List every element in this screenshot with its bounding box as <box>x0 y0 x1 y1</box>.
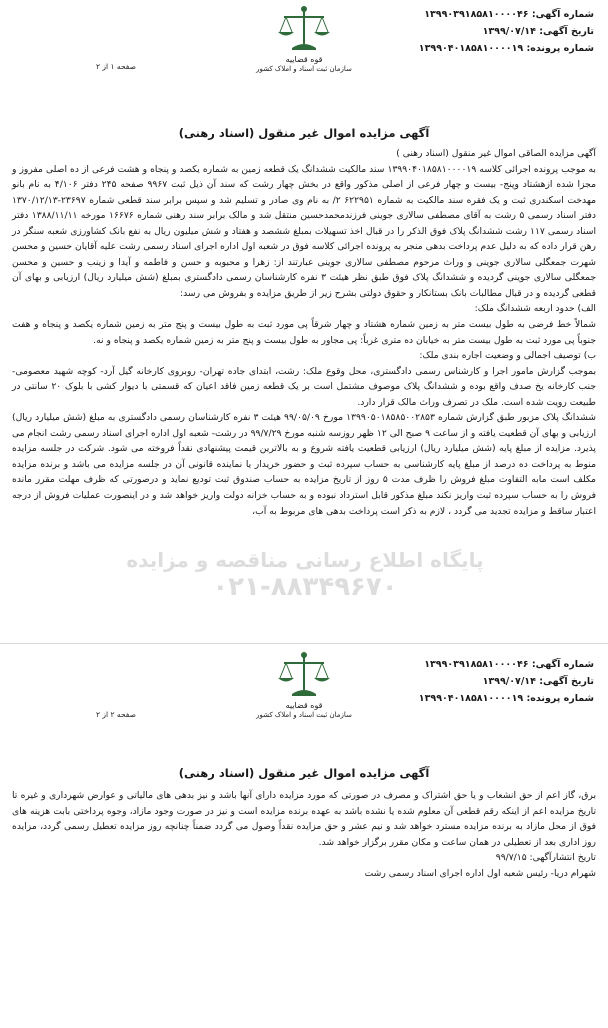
file-number: شماره پرونده: ۱۳۹۹۰۴۰۱۸۵۸۱۰۰۰۰۱۹ <box>418 43 594 54</box>
publication-date: تاریخ انتشارآگهی: ۹۹/۷/۱۵ <box>495 852 596 864</box>
auction-terms-paragraph: ششدانگ پلاک مزبور طبق گزارش شماره ۱۳۹۹۰۵۰۱۸۵۸۵۰۰۲۸۵۳ مورخ ۹۹/۰۵/۰۹ هیئت ۳ نفره کارشناسان رسمی دادگستری به مبلغ (شش میلیارد ریال) ارزیابی و بهای آن قطعیت یافته و از ساعت ۹ صبح الی ۱۲ ظهر روزسه شنبه مورخ ۹۹/۷/۲۹ در رشت- شعبه اول اداره اجرای اسناد رسمی رشت انجام می پذیرد. مزایده از مبلغ پایه (شش میلیارد ریال) ارزیابی قطعیت یافته شروع و به بالاترین قیمت پیشنهادی نقداً فروخته می شود. شرکت در جلسه مزایده منوط به پرداخت ده درصد از مبلغ پایه کارشناسی به حساب سپرده ثبت و حضور خریدار یا نماینده قانونی آن در جلسه مزایده می باشد و برنده مزایده مکلف است مابه التفاوت مبلغ فروش را ظرف مدت ۵ روز از تاریخ مزایده به حساب صندوق ثبت تودیع نماید و درصورتی که ظرف مهلت مقرر مانده فروش را به حساب سپرده ثبت واریز نکند مبلغ مذکور قابل استرداد نبوده و به حساب خزانه دولت واریز خواهد شد و در اینصورت عملیات فروش از درجه اعتبار ساقط و مزایده تجدید می گردد ، لازم به ذکر است پرداخت بدهی های مربوط به آب، <box>12 412 597 517</box>
notice-paragraph: برق، گاز اعم از حق انشعاب و یا حق اشتراک و مصرف در صورتی که مورد مزایده دارای آنها باشد و نیز بدهی های مالیاتی و عوارض شهرداری و غیره تا تاریخ مزایده اعم از اینکه رقم قطعی آن معلوم شده یا نشده باشد به عهده برنده مزایده است و نیز در صورت وجود مازاد، وجوه پرداختی بابت هزینه های فوق از محل مازاد به برنده مزایده مسترد خواهد شد و نیم عشر و حق مزایده نقداً وصول می گردد ضمناً چنانچه روز مزایده تعطیل رسمی گردد، مزایده روز اداری بعد از تعطیلی در همان ساعت و مکان مقرر برگزار خواهد شد. <box>12 790 596 848</box>
judiciary-emblem <box>256 650 352 720</box>
document-page-2 <box>0 646 608 1028</box>
file-number: شماره پرونده: ۱۳۹۹۰۴۰۱۸۵۸۱۰۰۰۰۱۹ <box>418 693 594 704</box>
ad-number: شماره آگهی: ۱۳۹۹۰۳۹۱۸۵۸۱۰۰۰۰۴۶ <box>424 659 594 670</box>
page-number: صفحه ۱ از ۲ <box>96 62 136 71</box>
emblem-subcaption: سازمان ثبت اسناد و املاک کشور <box>256 65 352 73</box>
description-heading: ب) توصیف اجمالی و وضعیت اجاره بندی ملک: <box>419 350 596 362</box>
scales-of-justice-icon <box>274 650 334 700</box>
boundaries-heading: الف) حدود اربعه ششدانگ ملک: <box>474 303 596 315</box>
notice-body <box>12 788 596 881</box>
signature-line: شهرام دریا- رئیس شعبه اول اداره اجرای اسناد رسمی رشت <box>364 867 596 879</box>
notice-body <box>12 146 596 519</box>
page-title: آگهی مزایده اموال غیر منقول (اسناد رهنی) <box>178 126 430 140</box>
ad-date: تاریخ آگهی: ۱۳۹۹/۰۷/۱۴ <box>482 676 594 687</box>
emblem-caption: قوه قضاییه <box>285 701 323 710</box>
boundaries-paragraph: شمالاً خط فرضی به طول بیست متر به زمین شماره هشتاد و چهار شرقاً پی مورد ثبت به طول بیست و پنج متر به زمین شماره یکصد و پنجاه و هفت جنوباً پی مورد ثبت به طول بیست متر به خیابان ده متری غرباً: پی مجاور به طول بیست و پنج متر به زمین شماره یکصد و پنجاه و نه. <box>12 319 596 346</box>
watermark <box>60 548 550 602</box>
ad-number: شماره آگهی: ۱۳۹۹۰۳۹۱۸۵۸۱۰۰۰۰۴۶ <box>424 9 594 20</box>
emblem-subcaption: سازمان ثبت اسناد و املاک کشور <box>256 711 352 719</box>
ad-meta-block <box>419 656 594 707</box>
scales-of-justice-icon <box>274 4 334 54</box>
judiciary-emblem <box>256 4 352 74</box>
description-paragraph: بموجب گزارش مامور اجرا و کارشناس رسمی دادگستری، محل وقوع ملک: رشت، ابتدای جاده تهران- روبروی کارخانه گیل آرد- کوچه شهید معصومی- جنب کارخانه یخ صدف واقع بوده و ششدانگ پلاک موصوف مشتمل است بر یک قطعه زمین فاقد اعیان که قسمتی با دیوار کشی با بلوک ۲۰ سانتی در طبیعت رویت شده است. ملک در تصرف وراث مالک قرار دارد. <box>12 365 596 408</box>
page-number: صفحه ۲ از ۲ <box>96 710 136 719</box>
ad-meta-block <box>419 6 594 57</box>
watermark-text: پایگاه اطلاع رسانی مناقصه و مزایده <box>126 548 484 572</box>
ad-date: تاریخ آگهی: ۱۳۹۹/۰۷/۱۴ <box>482 26 594 37</box>
page-separator <box>0 643 608 644</box>
notice-paragraph: به موجب پرونده اجرائی کلاسه ۱۳۹۹۰۴۰۱۸۵۸۱۰۰۰۰۱۹ سند مالکیت ششدانگ یک قطعه زمین به شماره یکصد و پنجاه و هشت فرعی از ده اصلی مفروز و مجزا شده ازهشتاد وپنج- بیست و چهار فرعی از اصلی مذکور واقع در بخش چهار رشت که سند آن ذیل ثبت ۹۹۶۷ صفحه ۲۴۵ دفتر ۴/۱۰۶ به نام بانو مهدخت اسکندری ثبت و یک فقره سند مالکیت به شماره ۶۲۲۹۵۱ ۲/ به نام وی صادر و تسلیم شد و سپس برابر سند قطعی شماره ۲۳۶۹۷-۱۳۷۰/۱۲/۱۳ دفتر اسناد رسمی ۵ رشت به آقای مصطفی سالاری جوینی فرزندمحمدحسین منتقل شد و مالک برابر سند رهنی شماره ۱۶۶۷۶ مورخه ۱۳۸۸/۱۱/۱۱ دفتر اسناد رسمی ۱۱۷ رشت ششدانگ پلاک فوق الذکر را در قبال اخذ تسهیلات بمبلغ ششصد و هفتاد و شش میلیون ریال به نفع بانک کشاورزی شعبه سنگر در رهن قرار داده که به دلیل عدم پرداخت بدهی منجر به پرونده اجرائی کلاسه فوق در شعبه اول اداره اجرای اسناد رسمی رشت علیه آقایان حسین و محسن شهرت جمعگلی سالاری جوینی و وراث مرحوم مصطفی سالاری جوینی عبارتند از: زهرا و محبوبه و حسن و فاطمه و آیدا و زینب و حسین و محسن جمعگلی سالاری جوینی گردیده و ششدانگ پلاک فوق طبق نظر هیئت ۳ نفره کارشناسان رسمی دادگستری بمبلغ (شش میلیارد ریال) ارزیابی و بهای آن قطعی گردیده و در قبال مطالبات بانک بستانکار و حقوق دولتی بشرح زیر از طریق مزایده و بفروش می رسد: <box>12 163 597 299</box>
watermark-phone: ۰۲۱-۸۸۳۴۹۶۷۰ <box>212 572 398 602</box>
emblem-caption: قوه قضاییه <box>285 55 323 64</box>
page-title: آگهی مزایده اموال غیر منقول (اسناد رهنی) <box>178 766 430 780</box>
notice-heading-line: آگهی مزایده الصاقی اموال غیر منقول (اسناد رهنی ) <box>396 148 596 159</box>
